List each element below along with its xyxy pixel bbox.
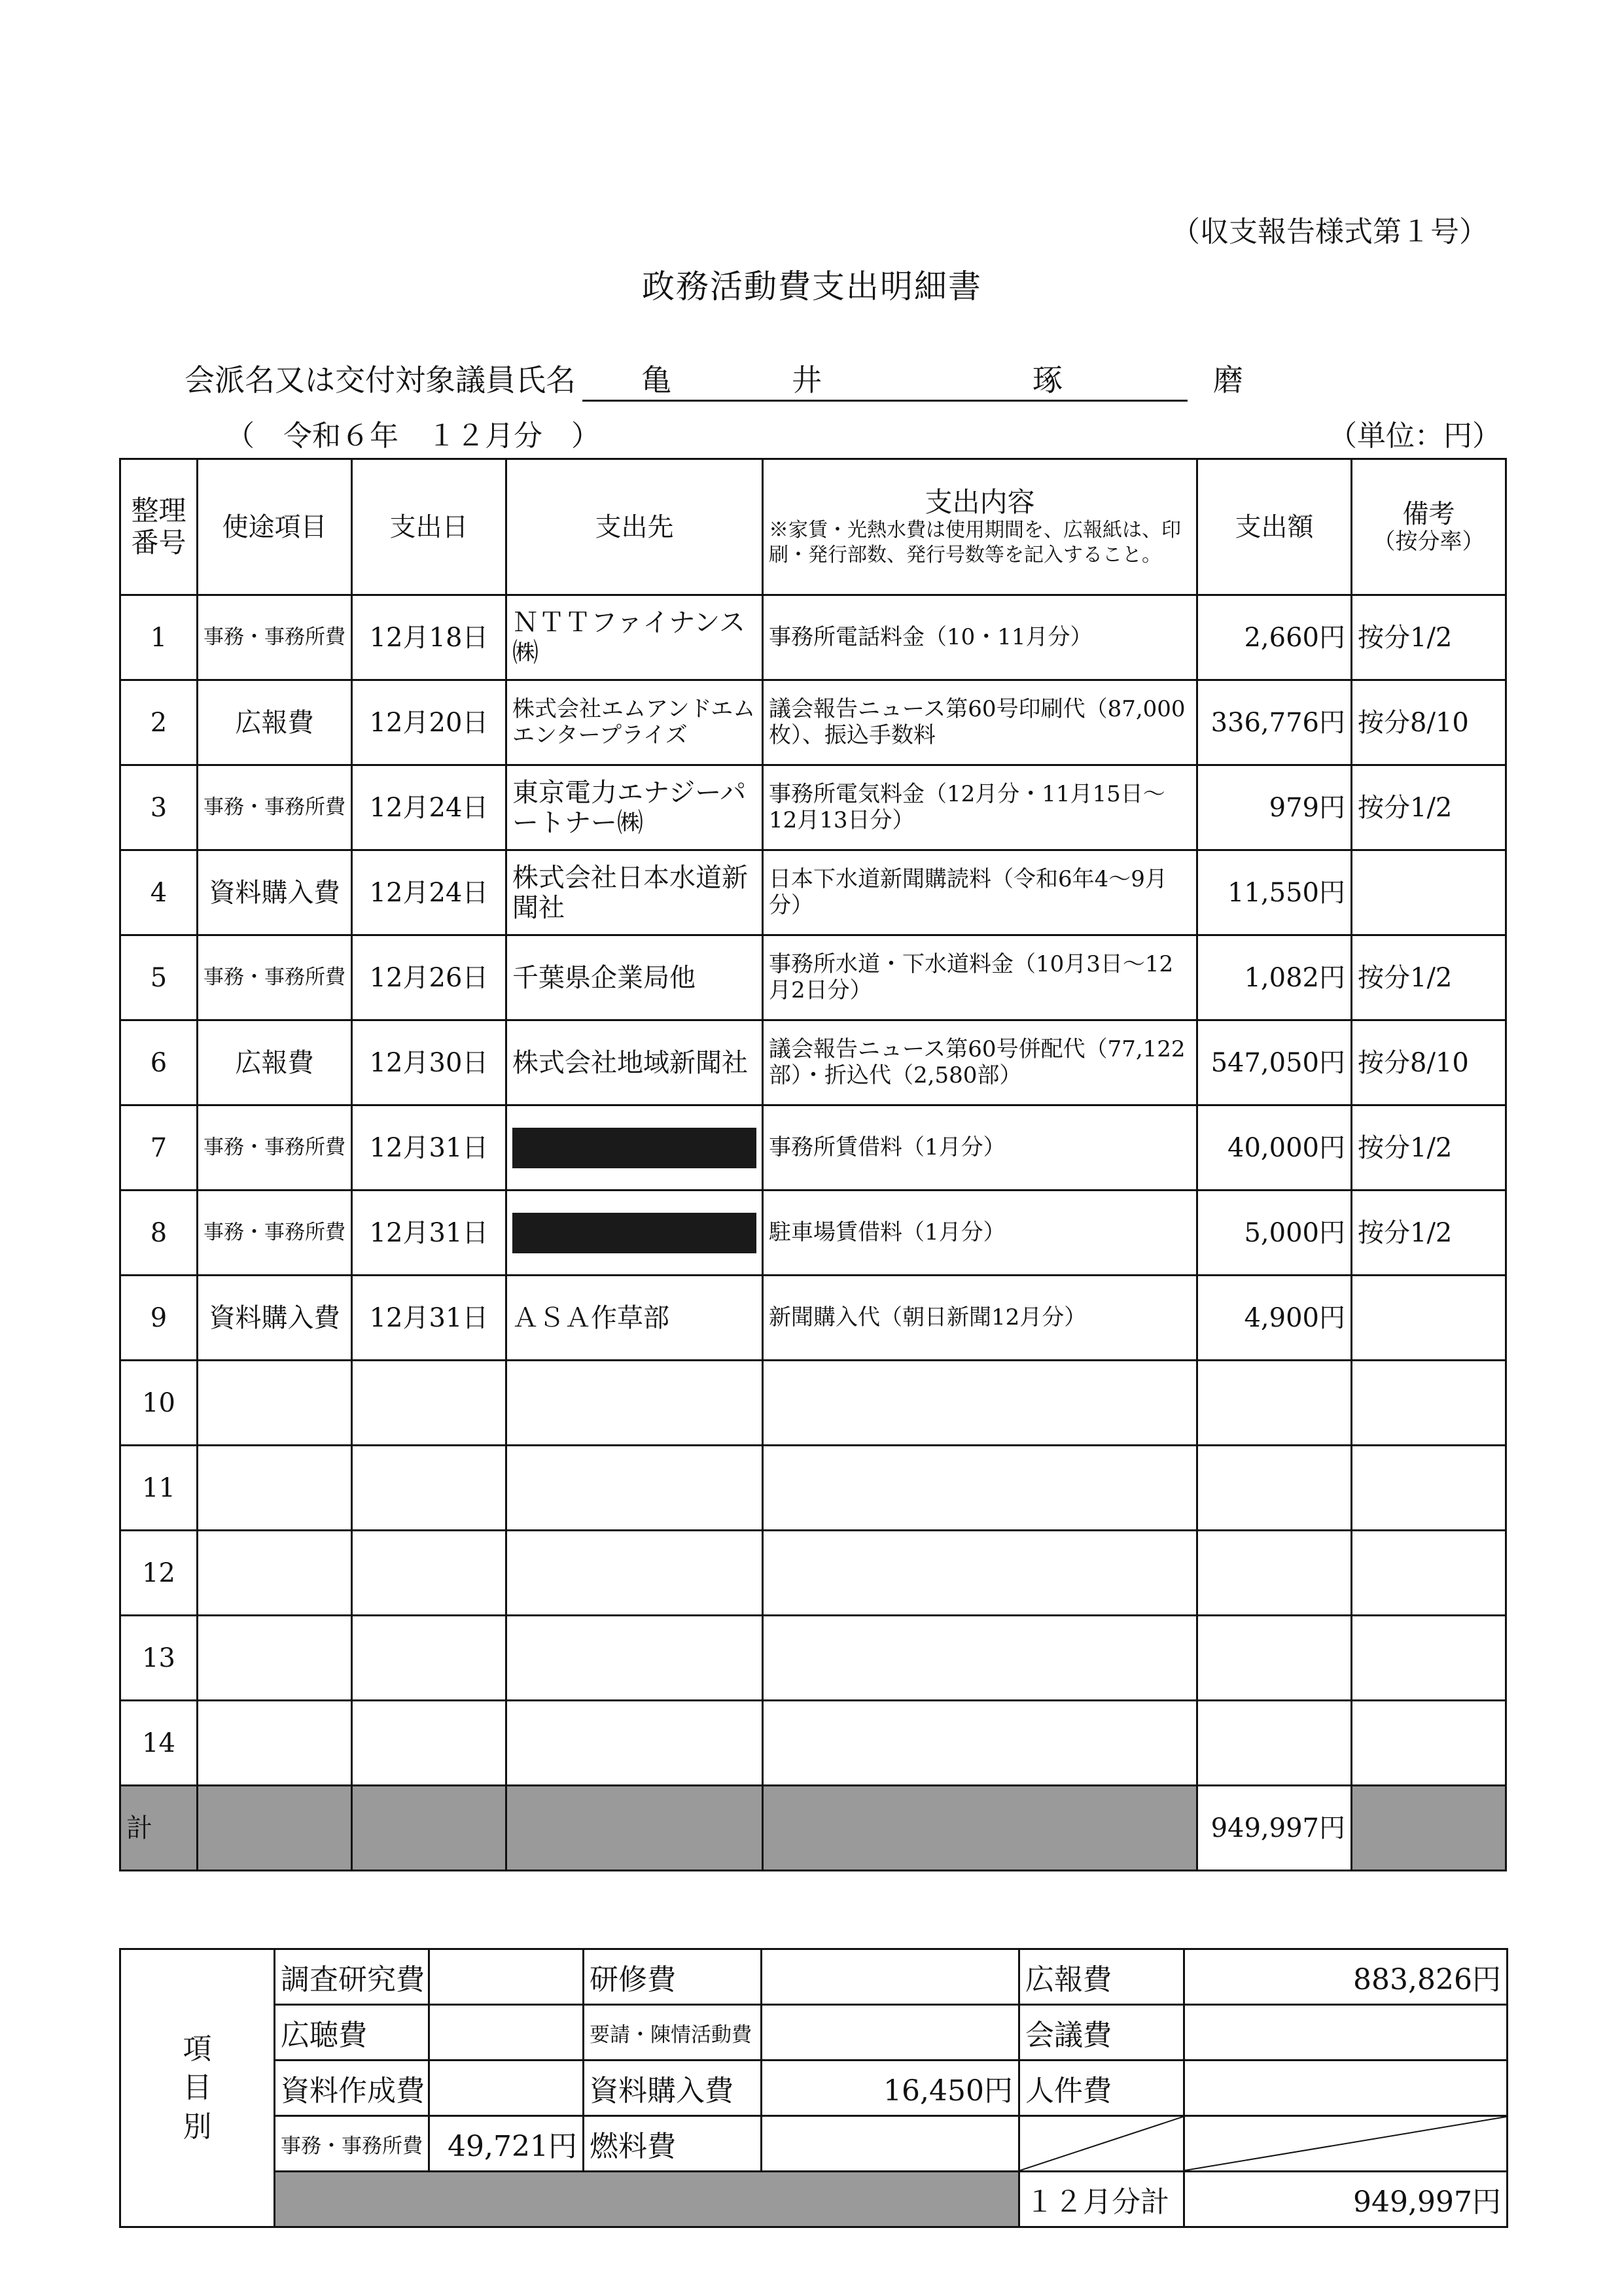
total-blank [198,1786,352,1871]
row-no: 6 [120,1020,198,1105]
member-label: 会派名又は交付対象議員氏名 [185,362,576,398]
row-remarks: 按分1/2 [1352,1105,1506,1191]
row-purpose: 資料購入費 [198,1276,352,1361]
row-date: 12月24日 [352,850,506,935]
row-purpose: 広報費 [198,680,352,765]
table-row [120,1361,1506,1446]
row-content: 事務所電話料金（10・11月分） [763,595,1197,680]
diagonal-line-icon [1020,2117,1183,2170]
meeting-label: 会議費 [1019,2005,1184,2061]
total-blank [763,1786,1197,1871]
row-purpose: 事務・事務所費 [198,595,352,680]
diagonal-line-icon [1185,2117,1506,2170]
row-date: 12月31日 [352,1105,506,1191]
row-payee: 株式会社エムアンドエムエンタープライズ [506,680,763,765]
row-no: 9 [120,1276,198,1361]
row-payee [506,1616,763,1701]
row-content [763,1531,1197,1616]
header-amount: 支出額 [1197,459,1352,595]
table-row [120,1446,1506,1531]
table-row [120,1701,1506,1786]
hearing-value [429,2005,584,2061]
row-content [763,1701,1197,1786]
row-no: 2 [120,680,198,765]
row-date [352,1531,506,1616]
row-no: 11 [120,1446,198,1531]
row-amount: 336,776円 [1197,680,1352,765]
header-date: 支出日 [352,459,506,595]
row-content: 事務所水道・下水道料金（10月3日～12月2日分） [763,935,1197,1020]
row-date: 12月26日 [352,935,506,1020]
row-no: 14 [120,1701,198,1786]
total-label: 計 [120,1786,198,1871]
petition-value [762,2005,1019,2061]
row-amount [1197,1701,1352,1786]
summary-table [119,1948,1508,2228]
personnel-label: 人件費 [1019,2061,1184,2116]
slash-cell [1019,2116,1184,2172]
row-amount: 4,900円 [1197,1276,1352,1361]
table-row [120,680,1506,765]
table-row [120,1531,1506,1616]
row-amount: 1,082円 [1197,935,1352,1020]
row-payee [506,1191,763,1276]
redaction-block [512,1128,756,1168]
total-blank [352,1786,506,1871]
fuel-label: 燃料費 [584,2116,762,2172]
row-date: 12月31日 [352,1276,506,1361]
summary-gray-band [275,2172,1019,2227]
materials-creation-label: 資料作成費 [275,2061,429,2116]
row-payee [506,1361,763,1446]
row-date: 12月30日 [352,1020,506,1105]
fuel-value [762,2116,1019,2172]
table-row [120,850,1506,935]
row-content [763,1616,1197,1701]
row-date [352,1361,506,1446]
row-remarks [1352,850,1506,935]
form-id: （収支報告様式第１号） [1171,215,1488,249]
row-remarks [1352,1701,1506,1786]
row-content: 議会報告ニュース第60号併配代（77,122部）・折込代（2,580部） [763,1020,1197,1105]
office-label: 事務・事務所費 [275,2116,429,2172]
row-remarks [1352,1531,1506,1616]
row-payee: ＡＳＡ作草部 [506,1276,763,1361]
header-remarks-title: 備考 [1402,498,1455,529]
row-content: 新聞購入代（朝日新聞12月分） [763,1276,1197,1361]
table-row [120,595,1506,680]
materials-creation-value [429,2061,584,2116]
row-amount [1197,1531,1352,1616]
row-date: 12月18日 [352,595,506,680]
header-content [763,459,1197,595]
row-remarks: 按分1/2 [1352,1191,1506,1276]
row-remarks [1352,1276,1506,1361]
office-value: 49,721円 [429,2116,584,2172]
row-no: 3 [120,765,198,850]
row-payee: 株式会社日本水道新聞社 [506,850,763,935]
row-purpose [198,1616,352,1701]
personnel-value [1184,2061,1508,2116]
table-header [120,459,1506,595]
header-content-title: 支出内容 [925,485,1035,518]
member-row [185,357,1243,402]
row-payee [506,1531,763,1616]
row-purpose: 事務・事務所費 [198,1191,352,1276]
row-no: 13 [120,1616,198,1701]
row-date: 12月20日 [352,680,506,765]
row-amount [1197,1616,1352,1701]
row-purpose [198,1361,352,1446]
header-purpose: 使途項目 [198,459,352,595]
page-title: 政務活動費支出明細書 [642,268,982,305]
row-amount: 547,050円 [1197,1020,1352,1105]
publicity-label: 広報費 [1019,1949,1184,2005]
row-amount [1197,1361,1352,1446]
row-content: 議会報告ニュース第60号印刷代（87,000枚）、振込手数料 [763,680,1197,765]
header-payee: 支出先 [506,459,763,595]
research-value [429,1949,584,2005]
table-row [120,1105,1506,1191]
row-no: 7 [120,1105,198,1191]
row-purpose [198,1701,352,1786]
materials-purchase-label: 資料購入費 [584,2061,762,2116]
period: （ 令和６年 １２月分 ） [226,419,600,453]
row-content: 事務所電気料金（12月分・11月15日～12月13日分） [763,765,1197,850]
row-remarks: 按分8/10 [1352,680,1506,765]
meeting-value [1184,2005,1508,2061]
row-content: 事務所賃借料（1月分） [763,1105,1197,1191]
row-content: 駐車場賃借料（1月分） [763,1191,1197,1276]
total-blank [1352,1786,1506,1871]
member-name: 亀 井 琢 磨 [582,357,1188,402]
row-amount: 2,660円 [1197,595,1352,680]
row-date [352,1616,506,1701]
row-date [352,1701,506,1786]
hearing-label: 広聴費 [275,2005,429,2061]
header-remarks-sub: （按分率） [1373,528,1485,555]
row-no: 4 [120,850,198,935]
row-date [352,1446,506,1531]
expense-table [119,458,1507,1871]
row-content: 日本下水道新聞購読料（令和6年4～9月分） [763,850,1197,935]
table-row [120,1276,1506,1361]
row-amount: 979円 [1197,765,1352,850]
row-no: 1 [120,595,198,680]
unit-label: （単位：円） [1328,419,1501,453]
total-row [120,1786,1506,1871]
row-remarks: 按分1/2 [1352,935,1506,1020]
row-remarks: 按分1/2 [1352,765,1506,850]
month-total-value: 949,997円 [1184,2172,1508,2227]
row-payee [506,1446,763,1531]
row-purpose [198,1446,352,1531]
row-purpose: 事務・事務所費 [198,1105,352,1191]
row-no: 5 [120,935,198,1020]
training-value [762,1949,1019,2005]
row-remarks [1352,1616,1506,1701]
row-content [763,1446,1197,1531]
table-row [120,935,1506,1020]
row-content [763,1361,1197,1446]
header-content-note: ※家賃・光熱水費は使用期間を、広報紙は、印刷・発行部数、発行号数等を記入すること。 [769,519,1181,566]
header-no: 整理番号 [120,459,198,595]
row-amount: 40,000円 [1197,1105,1352,1191]
row-payee: 東京電力エナジーパートナー㈱ [506,765,763,850]
summary-side-label [120,1949,275,2227]
month-total-label: １２月分計 [1019,2172,1184,2227]
row-remarks [1352,1361,1506,1446]
publicity-value: 883,826円 [1184,1949,1508,2005]
table-row [120,1191,1506,1276]
total-amount: 949,997円 [1197,1786,1352,1871]
summary-side-text: 項目別 [183,2032,212,2144]
row-no: 10 [120,1361,198,1446]
row-purpose: 資料購入費 [198,850,352,935]
row-purpose: 事務・事務所費 [198,935,352,1020]
row-payee: 千葉県企業局他 [506,935,763,1020]
table-row [120,1020,1506,1105]
row-date: 12月31日 [352,1191,506,1276]
row-no: 12 [120,1531,198,1616]
row-payee [506,1701,763,1786]
materials-purchase-value: 16,450円 [762,2061,1019,2116]
redaction-block [512,1213,756,1253]
row-purpose: 広報費 [198,1020,352,1105]
research-label: 調査研究費 [275,1949,429,2005]
table-row [120,765,1506,850]
row-no: 8 [120,1191,198,1276]
row-purpose: 事務・事務所費 [198,765,352,850]
training-label: 研修費 [584,1949,762,2005]
row-remarks: 按分8/10 [1352,1020,1506,1105]
row-amount [1197,1446,1352,1531]
table-row [120,1616,1506,1701]
slash-cell [1184,2116,1508,2172]
petition-label: 要請・陳情活動費 [584,2005,762,2061]
header-remarks [1352,459,1506,595]
total-blank [506,1786,763,1871]
row-payee: 株式会社地域新聞社 [506,1020,763,1105]
row-amount: 5,000円 [1197,1191,1352,1276]
row-remarks: 按分1/2 [1352,595,1506,680]
row-date: 12月24日 [352,765,506,850]
row-payee [506,1105,763,1191]
row-remarks [1352,1446,1506,1531]
row-payee: ＮＴＴファイナンス㈱ [506,595,763,680]
row-amount: 11,550円 [1197,850,1352,935]
row-purpose [198,1531,352,1616]
